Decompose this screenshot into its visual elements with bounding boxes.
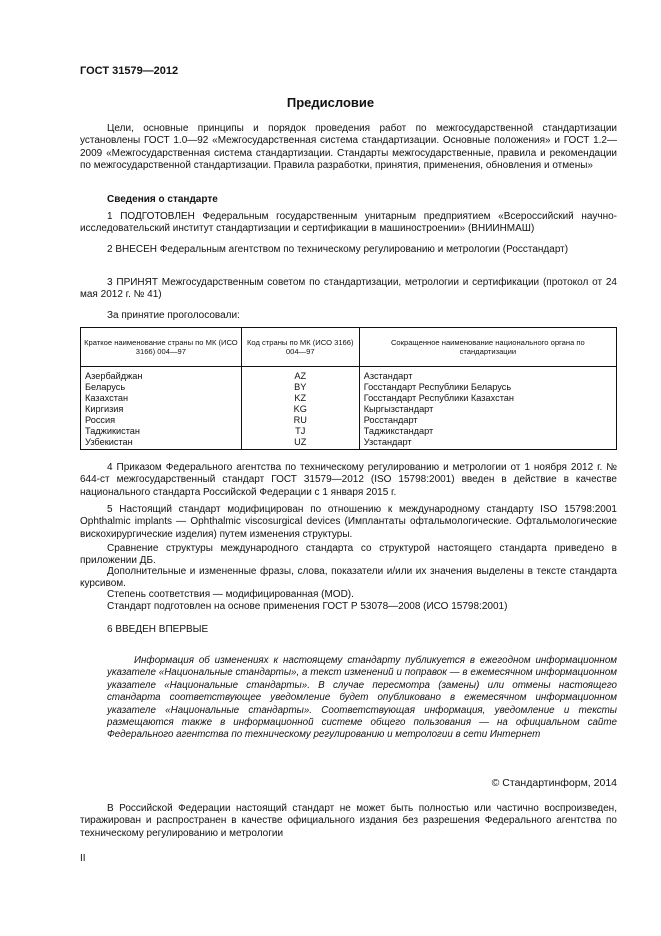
- table-row: [81, 426, 617, 437]
- vote-intro: За принятие проголосовали:: [107, 310, 240, 321]
- intro-paragraph: Цели, основные принципы и порядок проведения работ по межгосударственной стандартизации установлены ГОСТ 1.0—92 «Межгосударственная система стандартизации. Основные положения» и ГОСТ 1.2—2009 «Межгосударственная система стандартизации. Стандарты межгосударственные, правила и рекомендации по межгосударственной стандартизации. Правила разработки, принятия, применения, обновления и отмены»: [80, 123, 617, 172]
- table-row: [81, 367, 617, 383]
- item-5-italic-note: Дополнительные и измененные фразы, слова, показатели и/или их значения выделены в тексте стандарта курсивом.: [80, 566, 617, 590]
- standards-body-cell: Госстандарт Республики Казахстан: [359, 393, 616, 404]
- table-row: [81, 437, 617, 450]
- item-5-structure-comparison: Сравнение структуры международного стандарта со структурой настоящего стандарта приведено в приложении ДБ.: [80, 543, 617, 567]
- standards-body-cell: Таджикстандарт: [359, 426, 616, 437]
- item-5-basis: Стандарт подготовлен на основе применения ГОСТ Р 53078—2008 (ИСО 15798:2001): [107, 601, 508, 612]
- item-5-conformity: Степень соответствия — модифицированная (MOD).: [107, 589, 354, 600]
- item-5-modified: 5 Настоящий стандарт модифицирован по отношению к международному стандарту ISO 15798:2001 Ophthalmic implants — Ophthalmic viscosurgical devices (Имплантаты офтальмологические. Офтальмологические вискохирургические изделия) путем изменения структуры.: [80, 504, 617, 540]
- copyright-notice: © Стандартинформ, 2014: [491, 777, 617, 789]
- standards-body-cell: Госстандарт Республики Беларусь: [359, 382, 616, 393]
- page-title: Предисловие: [286, 95, 375, 110]
- page-number: II: [80, 853, 86, 864]
- standards-body-cell: Азстандарт: [359, 367, 616, 383]
- table-header-row: [81, 328, 617, 367]
- country-name-cell: Россия: [81, 415, 242, 426]
- country-name-cell: Казахстан: [81, 393, 242, 404]
- item-6-introduced: 6 ВВЕДЕН ВПЕРВЫЕ: [107, 624, 209, 635]
- item-2-submitted: 2 ВНЕСЕН Федеральным агентством по техническому регулированию и метрологии (Росстандарт): [107, 244, 569, 255]
- country-name-cell: Таджикистан: [81, 426, 242, 437]
- table-row: [81, 393, 617, 404]
- item-4-order: 4 Приказом Федерального агентства по техническому регулированию и метрологии от 1 ноября 2012 г. № 644-ст межгосударственный стандарт ГОСТ 31579—2012 (ISO 15798:2001) введен в действие в качестве национального стандарта Российской Федерации с 1 января 2015 г.: [80, 462, 617, 498]
- country-code-cell: RU: [241, 415, 359, 426]
- item-1-prepared: 1 ПОДГОТОВЛЕН Федеральным государственным унитарным предприятием «Всероссийский научно-исследовательский институт стандартизации и сертификации в машиностроении» (ВНИИНМАШ): [80, 211, 617, 235]
- document-code: ГОСТ 31579—2012: [80, 65, 179, 77]
- country-code-cell: UZ: [241, 437, 359, 450]
- header-standards-body: Сокращенное наименование национального органа по стандартизации: [359, 328, 616, 367]
- country-code-cell: AZ: [241, 367, 359, 383]
- country-name-cell: Узбекистан: [81, 437, 242, 450]
- country-name-cell: Азербайджан: [81, 367, 242, 383]
- country-code-cell: KG: [241, 404, 359, 415]
- standards-body-cell: Росстандарт: [359, 415, 616, 426]
- country-code-cell: BY: [241, 382, 359, 393]
- table-row: [81, 382, 617, 393]
- country-code-cell: KZ: [241, 393, 359, 404]
- table-row: [81, 404, 617, 415]
- standards-body-cell: Узстандарт: [359, 437, 616, 450]
- table-row: [81, 415, 617, 426]
- voting-countries-table: [80, 327, 617, 450]
- standards-body-cell: Кыргызстандарт: [359, 404, 616, 415]
- section-subheading: Сведения о стандарте: [107, 194, 218, 205]
- country-name-cell: Беларусь: [81, 382, 242, 393]
- country-code-cell: TJ: [241, 426, 359, 437]
- legal-notice: В Российской Федерации настоящий стандарт не может быть полностью или частично воспроизведен, тиражирован и распространен в качестве официального издания без разрешения Федерального агентства по техническому регулированию и метрологии: [80, 803, 617, 839]
- header-country-code: Код страны по МК (ИСО 3166) 004—97: [241, 328, 359, 367]
- country-name-cell: Киргизия: [81, 404, 242, 415]
- changes-information-note: Информация об изменениях к настоящему стандарту публикуется в ежегодном информационном указателе «Национальные стандарты», а текст изменений и поправок — в ежемесячном информационном указателе «Национальные стандарты». В случае пересмотра (замены) или отмены настоящего стандарта соответствующее уведомление будет опубликовано в ежемесячном информационном указателе «Национальные стандарты». Соответствующая информация, уведомление и тексты размещаются также в информационной системе общего пользования — на официальном сайте Федерального агентства по техническому регулированию и метрологии в сети Интернет: [107, 655, 617, 741]
- header-country-name: Краткое наименование страны по МК (ИСО 3166) 004—97: [81, 328, 242, 367]
- item-3-adopted: 3 ПРИНЯТ Межгосударственным советом по стандартизации, метрологии и сертификации (протокол от 24 мая 2012 г. № 41): [80, 277, 617, 301]
